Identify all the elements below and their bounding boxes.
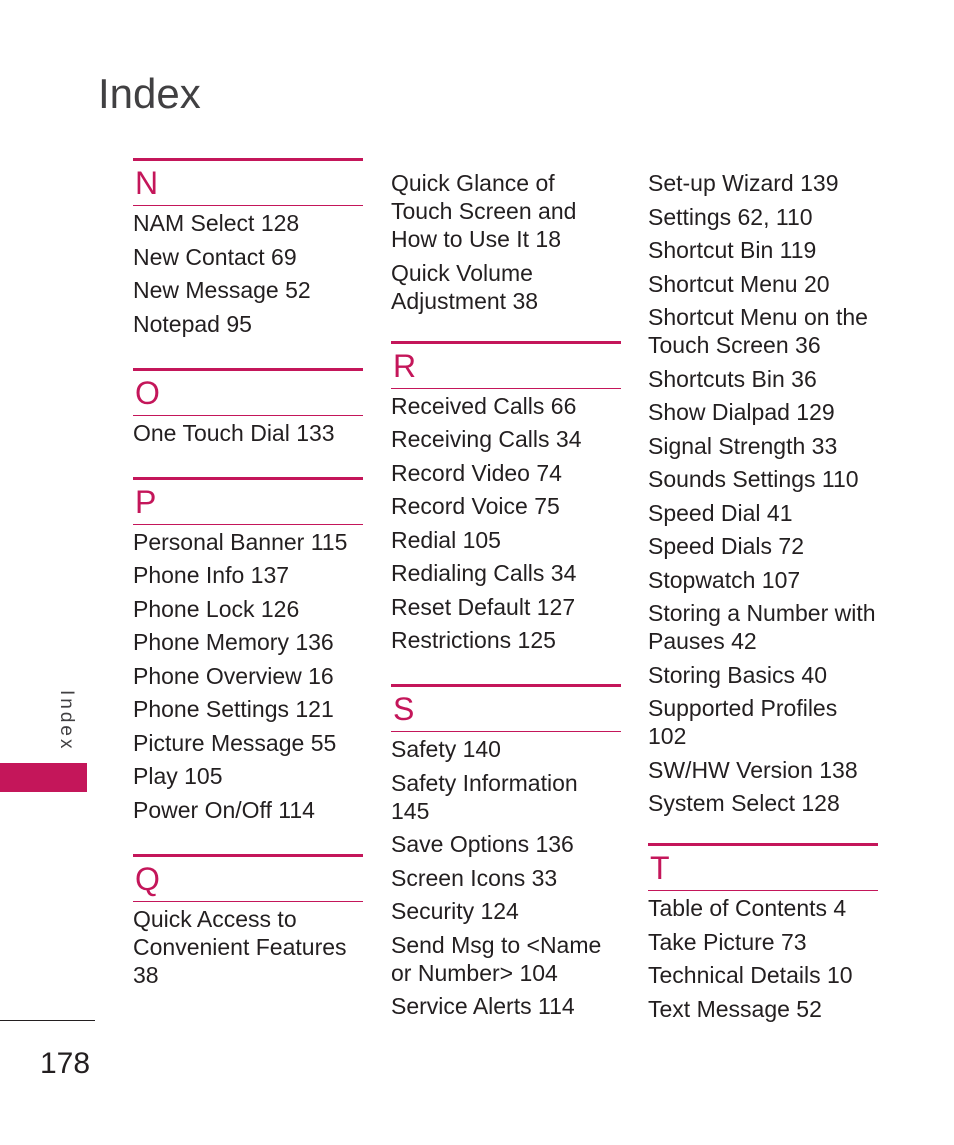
index-entry: Phone Info 137 <box>133 562 290 588</box>
entry-list <box>391 392 621 655</box>
index-column-1 <box>133 158 363 1019</box>
section-bottom-rule <box>133 205 363 206</box>
index-entry: One Touch Dial 133 <box>133 419 335 446</box>
index-entry: Quick Access to Convenient Features 38 <box>133 905 347 988</box>
section-bottom-rule <box>391 731 621 732</box>
index-entry: Receiving Calls 34 <box>391 426 582 452</box>
index-entry: Security 124 <box>391 898 519 924</box>
section-bottom-rule <box>133 415 363 416</box>
index-entry: Record Voice 75 <box>391 493 560 519</box>
section-bottom-rule <box>133 524 363 525</box>
index-section-s <box>391 684 621 1020</box>
index-entry: Shortcut Menu on the Touch Screen 36 <box>648 304 868 358</box>
index-entry: Text Message 52 <box>648 995 822 1022</box>
index-section-r <box>391 341 621 655</box>
index-entry: Record Video 74 <box>391 459 562 486</box>
index-entry: Settings 62, 110 <box>648 203 813 230</box>
section-bottom-rule <box>391 388 621 389</box>
index-entry: New Contact 69 <box>133 243 297 270</box>
index-entry: New Message 52 <box>133 277 311 303</box>
entry-list <box>133 905 363 989</box>
section-bottom-rule <box>648 890 878 891</box>
index-section-p <box>133 477 363 824</box>
index-entry: Sounds Settings 110 <box>648 466 859 492</box>
side-section-tab <box>0 763 87 792</box>
index-section-n <box>133 158 363 338</box>
entry-list <box>391 169 621 315</box>
index-entry: Shortcuts Bin 36 <box>648 365 817 392</box>
entry-list <box>648 894 878 1023</box>
entry-list <box>133 209 363 338</box>
index-entry: Restrictions 125 <box>391 627 556 653</box>
section-letter: S <box>393 691 415 727</box>
index-entry: Play 105 <box>133 763 223 789</box>
section-bottom-rule <box>133 901 363 902</box>
index-entry: Screen Icons 33 <box>391 864 558 891</box>
index-entry: Supported Profiles 102 <box>648 695 838 749</box>
entry-list <box>133 419 363 447</box>
index-entry: Stopwatch 107 <box>648 566 801 593</box>
index-entry: Quick Volume Adjustment 38 <box>391 259 539 314</box>
index-entry: Safety 140 <box>391 736 501 762</box>
index-entry: Phone Memory 136 <box>133 629 334 655</box>
index-entry: Notepad 95 <box>133 310 252 337</box>
index-entry: Redialing Calls 34 <box>391 560 577 586</box>
index-entry: Storing Basics 40 <box>648 661 827 688</box>
index-entry: Signal Strength 33 <box>648 432 838 459</box>
index-entry: Phone Overview 16 <box>133 662 334 689</box>
index-entry: Take Picture 73 <box>648 928 807 955</box>
index-entry: Technical Details 10 <box>648 962 853 988</box>
index-column-2 <box>391 169 621 1050</box>
index-entry: Table of Contents 4 <box>648 895 847 921</box>
index-entry: Power On/Off 114 <box>133 796 315 823</box>
index-entry: Shortcut Menu 20 <box>648 270 830 297</box>
index-entry: NAM Select 128 <box>133 210 300 236</box>
page-title: Index <box>98 70 201 117</box>
page-number: 178 <box>40 1047 91 1080</box>
index-entry: Phone Lock 126 <box>133 595 300 622</box>
index-entry: Picture Message 55 <box>133 729 337 756</box>
index-entry: Quick Glance of Touch Screen and How to Use It 18 <box>391 170 577 252</box>
index-entry: Send Msg to <Name or Number> 104 <box>391 931 602 986</box>
index-section-t <box>648 843 878 1023</box>
index-entry: Reset Default 127 <box>391 593 576 620</box>
entry-list <box>648 169 878 817</box>
index-entry: Storing a Number with Pauses 42 <box>648 600 876 654</box>
section-letter: R <box>393 347 417 384</box>
index-entry: SW/HW Version 138 <box>648 756 858 783</box>
section-letter: Q <box>135 860 160 897</box>
footer-rule <box>0 1020 95 1021</box>
index-section-q <box>133 854 363 989</box>
index-column-3 <box>648 169 878 1053</box>
index-entry: Personal Banner 115 <box>133 528 348 555</box>
index-entry: Phone Settings 121 <box>133 696 334 722</box>
entry-list <box>391 735 621 1020</box>
entry-list <box>133 528 363 824</box>
index-entry: Show Dialpad 129 <box>648 399 835 425</box>
index-entry: Save Options 136 <box>391 831 574 857</box>
index-entry: Shortcut Bin 119 <box>648 237 817 263</box>
index-entry: Service Alerts 114 <box>391 993 575 1019</box>
index-entry: Redial 105 <box>391 526 501 553</box>
index-entry: Set-up Wizard 139 <box>648 170 839 196</box>
section-letter: P <box>135 483 157 520</box>
index-entry: Speed Dial 41 <box>648 499 793 526</box>
section-letter: N <box>135 165 159 201</box>
index-entry: Safety Information 145 <box>391 769 578 824</box>
index-entry: Received Calls 66 <box>391 392 577 419</box>
section-letter: T <box>650 850 670 886</box>
section-letter: O <box>135 374 160 411</box>
index-entry: System Select 128 <box>648 790 840 816</box>
index-entry: Speed Dials 72 <box>648 533 804 559</box>
index-section-o <box>133 368 363 447</box>
side-section-label: Index <box>56 690 77 752</box>
